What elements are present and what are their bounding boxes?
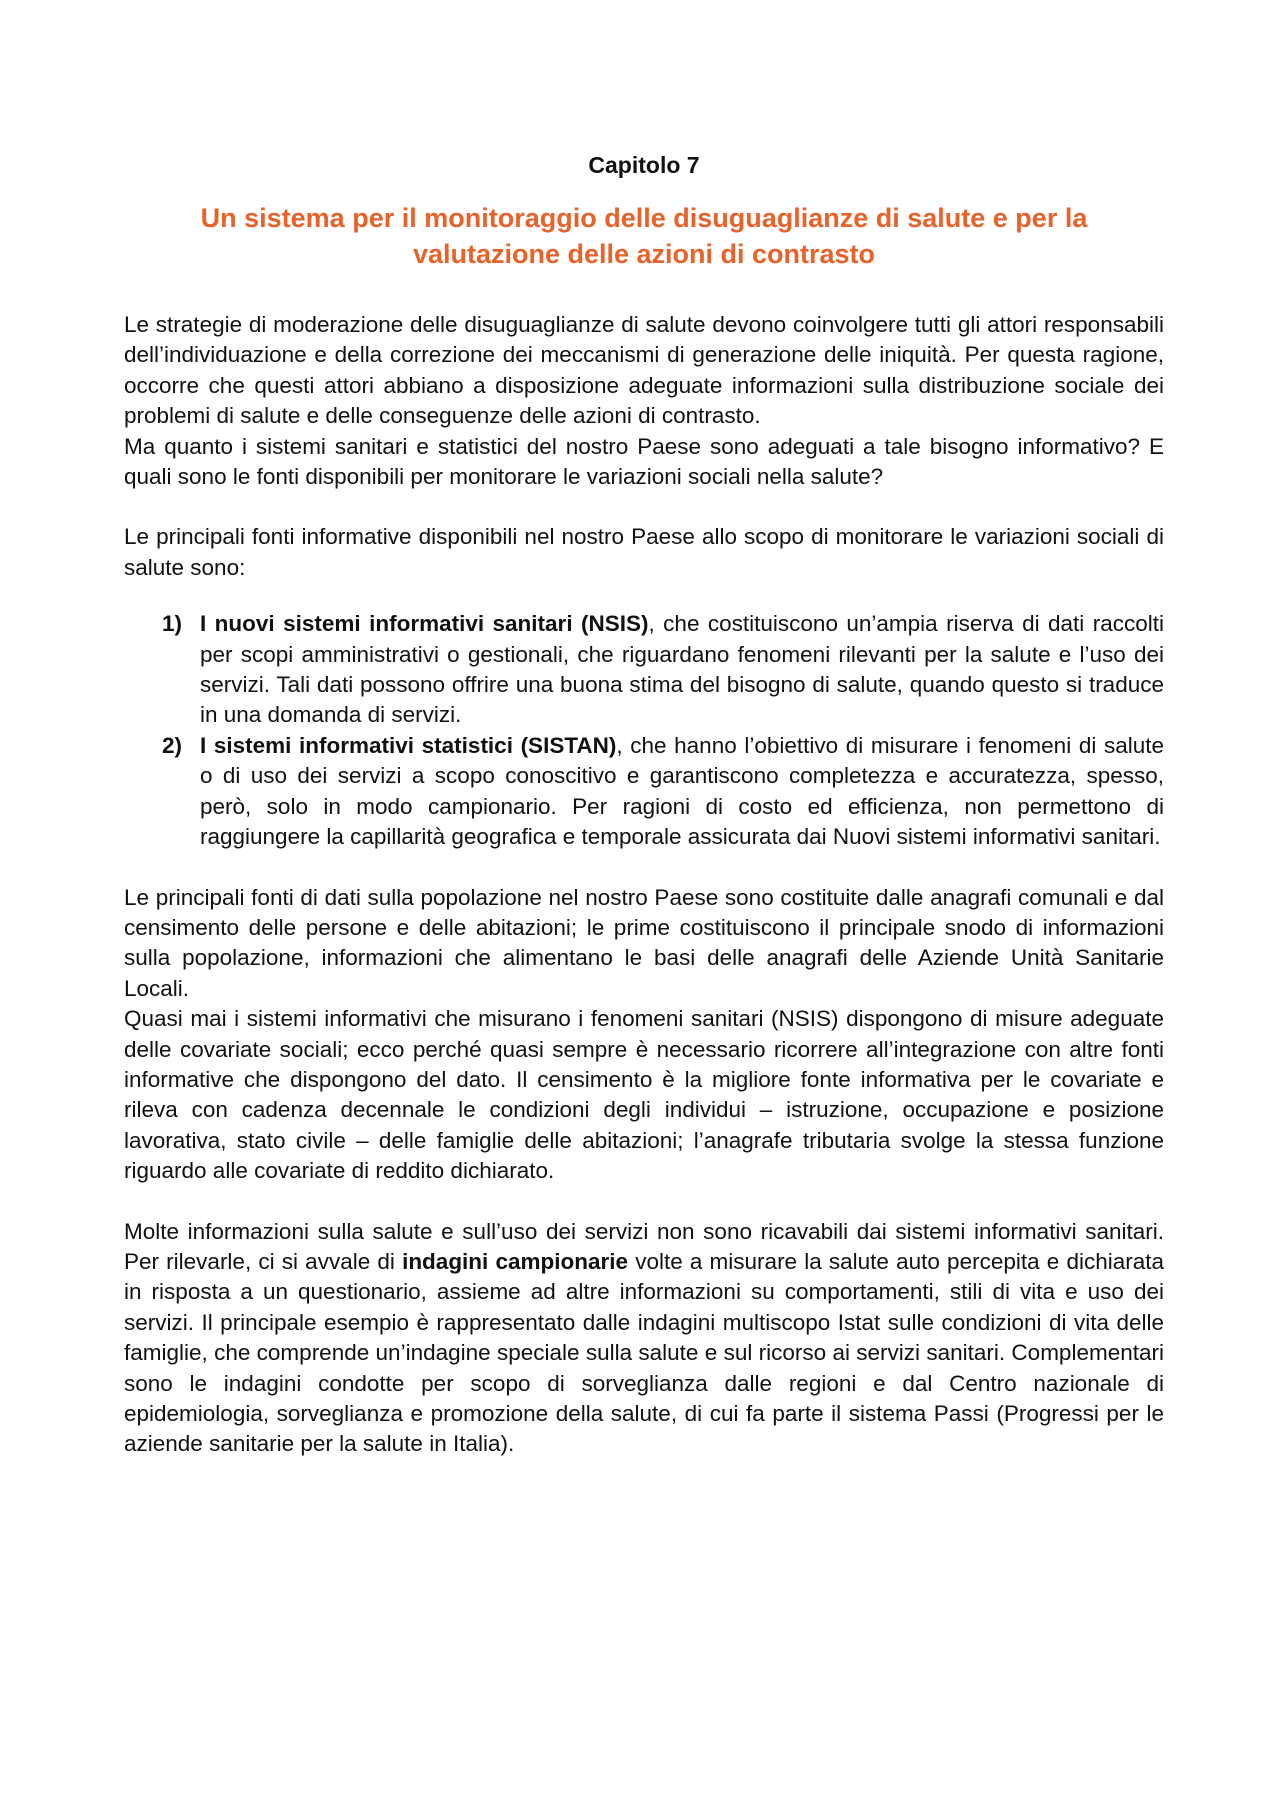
list-item-number: 2) (162, 732, 183, 758)
surveys-text-pre: Molte informazioni sulla salute e sull’uso dei servizi non sono ricavabili dai sistemi informativi sanitari. Per rilevarle, ci si avvale di (124, 1218, 1164, 1274)
chapter-label: Capitolo 7 (588, 152, 700, 178)
list-item-bold-lead: I sistemi informativi statistici (SISTAN) (200, 732, 617, 758)
list-item (162, 609, 1164, 731)
paragraph-gap (124, 853, 1164, 883)
paragraph-gap (124, 492, 1164, 522)
chapter-title: Un sistema per il monitoraggio delle disuguaglianze di salute e per la valutazione delle azioni di contrasto (200, 203, 1088, 269)
list-item-number: 1) (162, 611, 183, 637)
list-item-text: , che costituiscono un’ampia riserva di dati raccolti per scopi amministrativi o gestionali, che riguardano fenomeni rilevanti per la salute e l’uso dei servizi. Tali dati possono offrire una buona stima del bisogno di salute, quando questo si traduce in una domanda di servizi. (200, 611, 1164, 728)
population-paragraph-2: Quasi mai i sistemi informativi che misurano i fenomeni sanitari (NSIS) dispongono di misure adeguate delle covariate sociali; ecco perché quasi sempre è necessario ricorrere all’integrazione con altre fonti informative che dispongono del dato. Il censimento è la migliore fonte informativa per le covariate e rileva con cadenza decennale le condizioni degli individui – istruzione, occupazione e posizione lavorativa, stato civile – delle famiglie delle abitazioni; l’anagrafe tributaria svolge la stessa funzione riguardo alle covariate di reddito dichiarato. (124, 1006, 1164, 1184)
intro-paragraph-2: Ma quanto i sistemi sanitari e statistici del nostro Paese sono adeguati a tale bisogno informativo? E quali sono le fonti disponibili per monitorare le variazioni sociali nella salute? (124, 433, 1164, 490)
surveys-bold-term: indagini campionarie (402, 1248, 629, 1274)
surveys-paragraph (124, 1217, 1164, 1460)
list-item-text: , che hanno l’obiettivo di misurare i fenomeni di salute o di uso dei servizi a scopo conoscitivo e garantiscono completezza e accuratezza, spesso, però, solo in modo campionario. Per ragioni di costo ed efficienza, non permettono di raggiungere la capillarità geografica e temporale assicurata dai Nuovi sistemi informativi sanitari. (200, 732, 1164, 850)
surveys-text-post: volte a misurare la salute auto percepita e dichiarata in risposta a un questionario, assieme ad altre informazioni su comportamenti, stili di vita e uso dei servizi. Il principale esempio è rappresentato dalle indagini multiscopo Istat sulle condizioni di vita delle famiglie, che comprende un’indagine speciale sulla salute e sul ricorso ai servizi sanitari. Complementari sono le indagini condotte per scopo di sorveglianza dalle regioni e dal Centro nazionale di epidemiologia, sorveglianza e promozione della salute, di cui fa parte il sistema Passi (Progressi per le aziende sanitarie per la salute in Italia). (124, 1248, 1165, 1457)
population-paragraph-1: Le principali fonti di dati sulla popolazione nel nostro Paese sono costituite dalle anagrafi comunali e dal censimento delle persone e delle abitazioni; le prime costituiscono il principale snodo di informazioni sulla popolazione, informazioni che alimentano le basi delle anagrafi delle Aziende Unità Sanitarie Locali. (124, 884, 1164, 1001)
list-item (162, 731, 1164, 853)
sources-lead-paragraph: Le principali fonti informative disponibili nel nostro Paese allo scopo di monitorare le variazioni sociali di salute sono: (124, 524, 1164, 580)
sources-list (124, 609, 1164, 852)
list-item-bold-lead: I nuovi sistemi informativi sanitari (NSIS) (200, 611, 649, 637)
paragraph-gap (124, 1187, 1164, 1217)
intro-paragraph-1: Le strategie di moderazione delle disuguaglianze di salute devono coinvolgere tutti gli attori responsabili dell’individuazione e della correzione dei meccanismi di generazione delle iniquità. Per questa ragione, occorre che questi attori abbiano a disposizione adeguate informazioni sulla distribuzione sociale dei problemi di salute e delle conseguenze delle azioni di contrasto. (124, 312, 1164, 429)
document-page (124, 150, 1164, 1460)
